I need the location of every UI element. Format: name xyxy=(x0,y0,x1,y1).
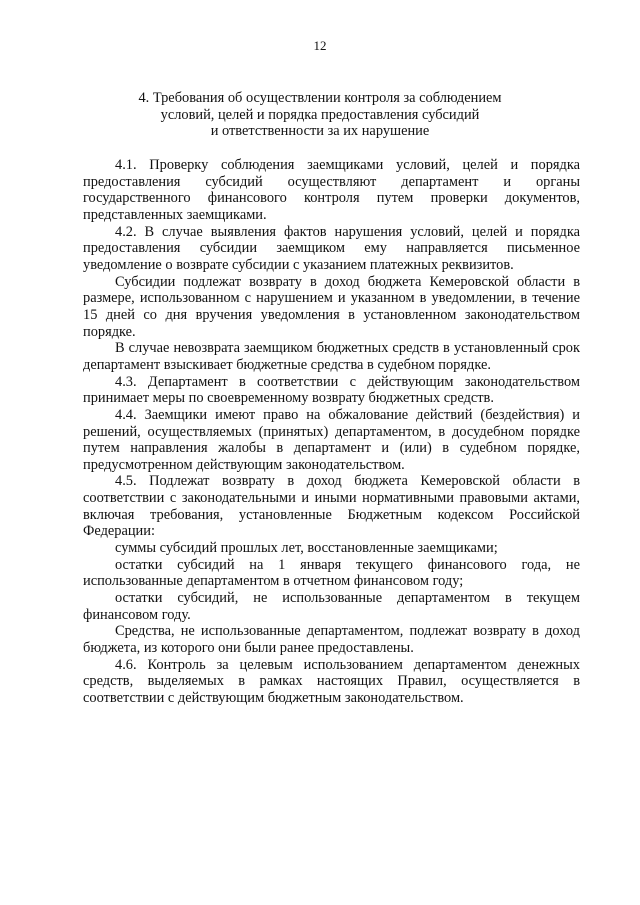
list-item-balances-jan-1: остатки субсидий на 1 января текущего финансового года, не использованные департаментом в отчетном финансовом году; xyxy=(83,556,580,590)
section-heading-line-1: 4. Требования об осуществлении контроля за соблюдением xyxy=(138,90,502,106)
paragraph-unused-funds: Средства, не использованные департаментом, подлежат возврату в доход бюджета, из которого они были ранее предоставлены. xyxy=(83,623,580,657)
list-item-balances-current-year: остатки субсидий, не использованные департаментом в текущем финансовом году. xyxy=(83,590,580,623)
section-heading-line-3: и ответственности за их нарушение xyxy=(210,123,430,140)
section-heading-line-2: условий, целей и порядка предоставления субсидий xyxy=(160,106,480,123)
paragraph-4-3: 4.3. Департамент в соответствии с действующим законодательством принимает меры по своевременному возврату бюджетных средств. xyxy=(83,373,580,407)
paragraph-subsidy-return: Субсидии подлежат возврату в доход бюджета Кемеровской области в размере, использованном с нарушением и указанном в уведомлении, в течение 15 дней со дня вручения уведомления в установленном законодательством порядке. xyxy=(83,273,580,340)
section-body xyxy=(83,157,580,707)
paragraph-4-5: 4.5. Подлежат возврату в доход бюджета Кемеровской области в соответствии с законодательными и иными нормативными правовыми актами, включая требования, установленные Бюджетным кодексом Российской Федерации: xyxy=(83,473,580,540)
paragraph-4-2: 4.2. В случае выявления фактов нарушения условий, целей и порядка предоставления субсидии заемщиком ему направляется письменное уведомление о возврате субсидии с указанием платежных реквизитов. xyxy=(83,223,580,273)
section-heading xyxy=(80,90,560,140)
list-item-prior-years: суммы субсидий прошлых лет, восстановленные заемщиками; xyxy=(115,540,498,557)
page-number: 12 xyxy=(313,38,327,53)
paragraph-4-1: 4.1. Проверку соблюдения заемщиками условий, целей и порядка предоставления субсидий осуществляют департамент и органы государственного финансового контроля путем проверки документов, представленных заемщиками. xyxy=(83,157,580,223)
paragraph-non-return: В случае невозврата заемщиком бюджетных средств в установленный срок департамент взыскивает бюджетные средства в судебном порядке. xyxy=(83,340,580,373)
paragraph-4-6: 4.6. Контроль за целевым использованием департаментом денежных средств, выделяемых в рамках настоящих Правил, осуществляется в соответствии с действующим бюджетным законодательством. xyxy=(83,656,580,706)
paragraph-4-4: 4.4. Заемщики имеют право на обжалование действий (бездействия) и решений, осуществляемых (принятых) департаментом, в досудебном порядке путем направления жалобы в департамент и (или) в судебном порядке, предусмотренном действующим законодательством. xyxy=(83,406,580,473)
